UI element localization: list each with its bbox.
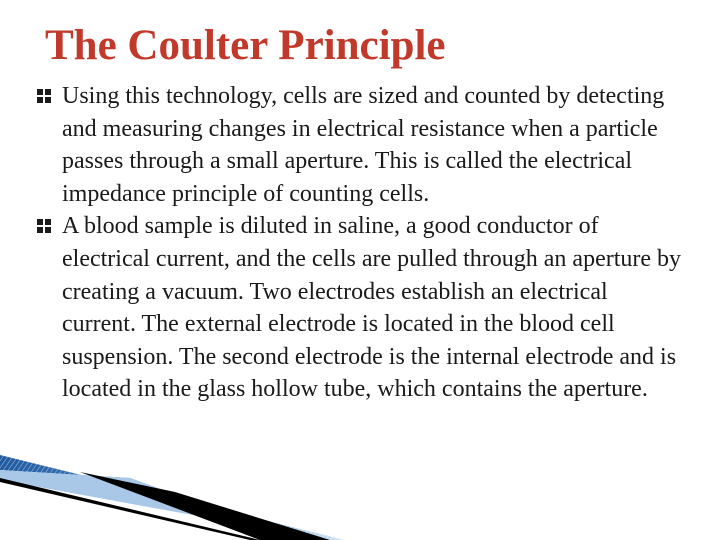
slide-title: The Coulter Principle: [45, 22, 446, 69]
bullet-text: A blood sample is diluted in saline, a good conductor of electrical current, and the cells are pulled through an aperture by creating a vacuum. Two electrodes establish an electrical current. The external electrode is located in the blood cell suspension. The second electrode is the internal electrode and is located in the glass hollow tube, which contains the aperture.: [62, 213, 682, 403]
square-bullet-icon: [36, 218, 52, 234]
bullet-item: [36, 80, 686, 210]
bullet-text: Using this technology, cells are sized and counted by detecting and measuring changes in electrical resistance when a particle passes through a small aperture. This is called the electrical impedance principle of counting cells.: [62, 83, 665, 207]
bullet-item: [36, 210, 686, 406]
decor-black-wedge: [80, 472, 330, 540]
bullet-list: [36, 80, 686, 406]
square-bullet-icon: [36, 88, 52, 104]
